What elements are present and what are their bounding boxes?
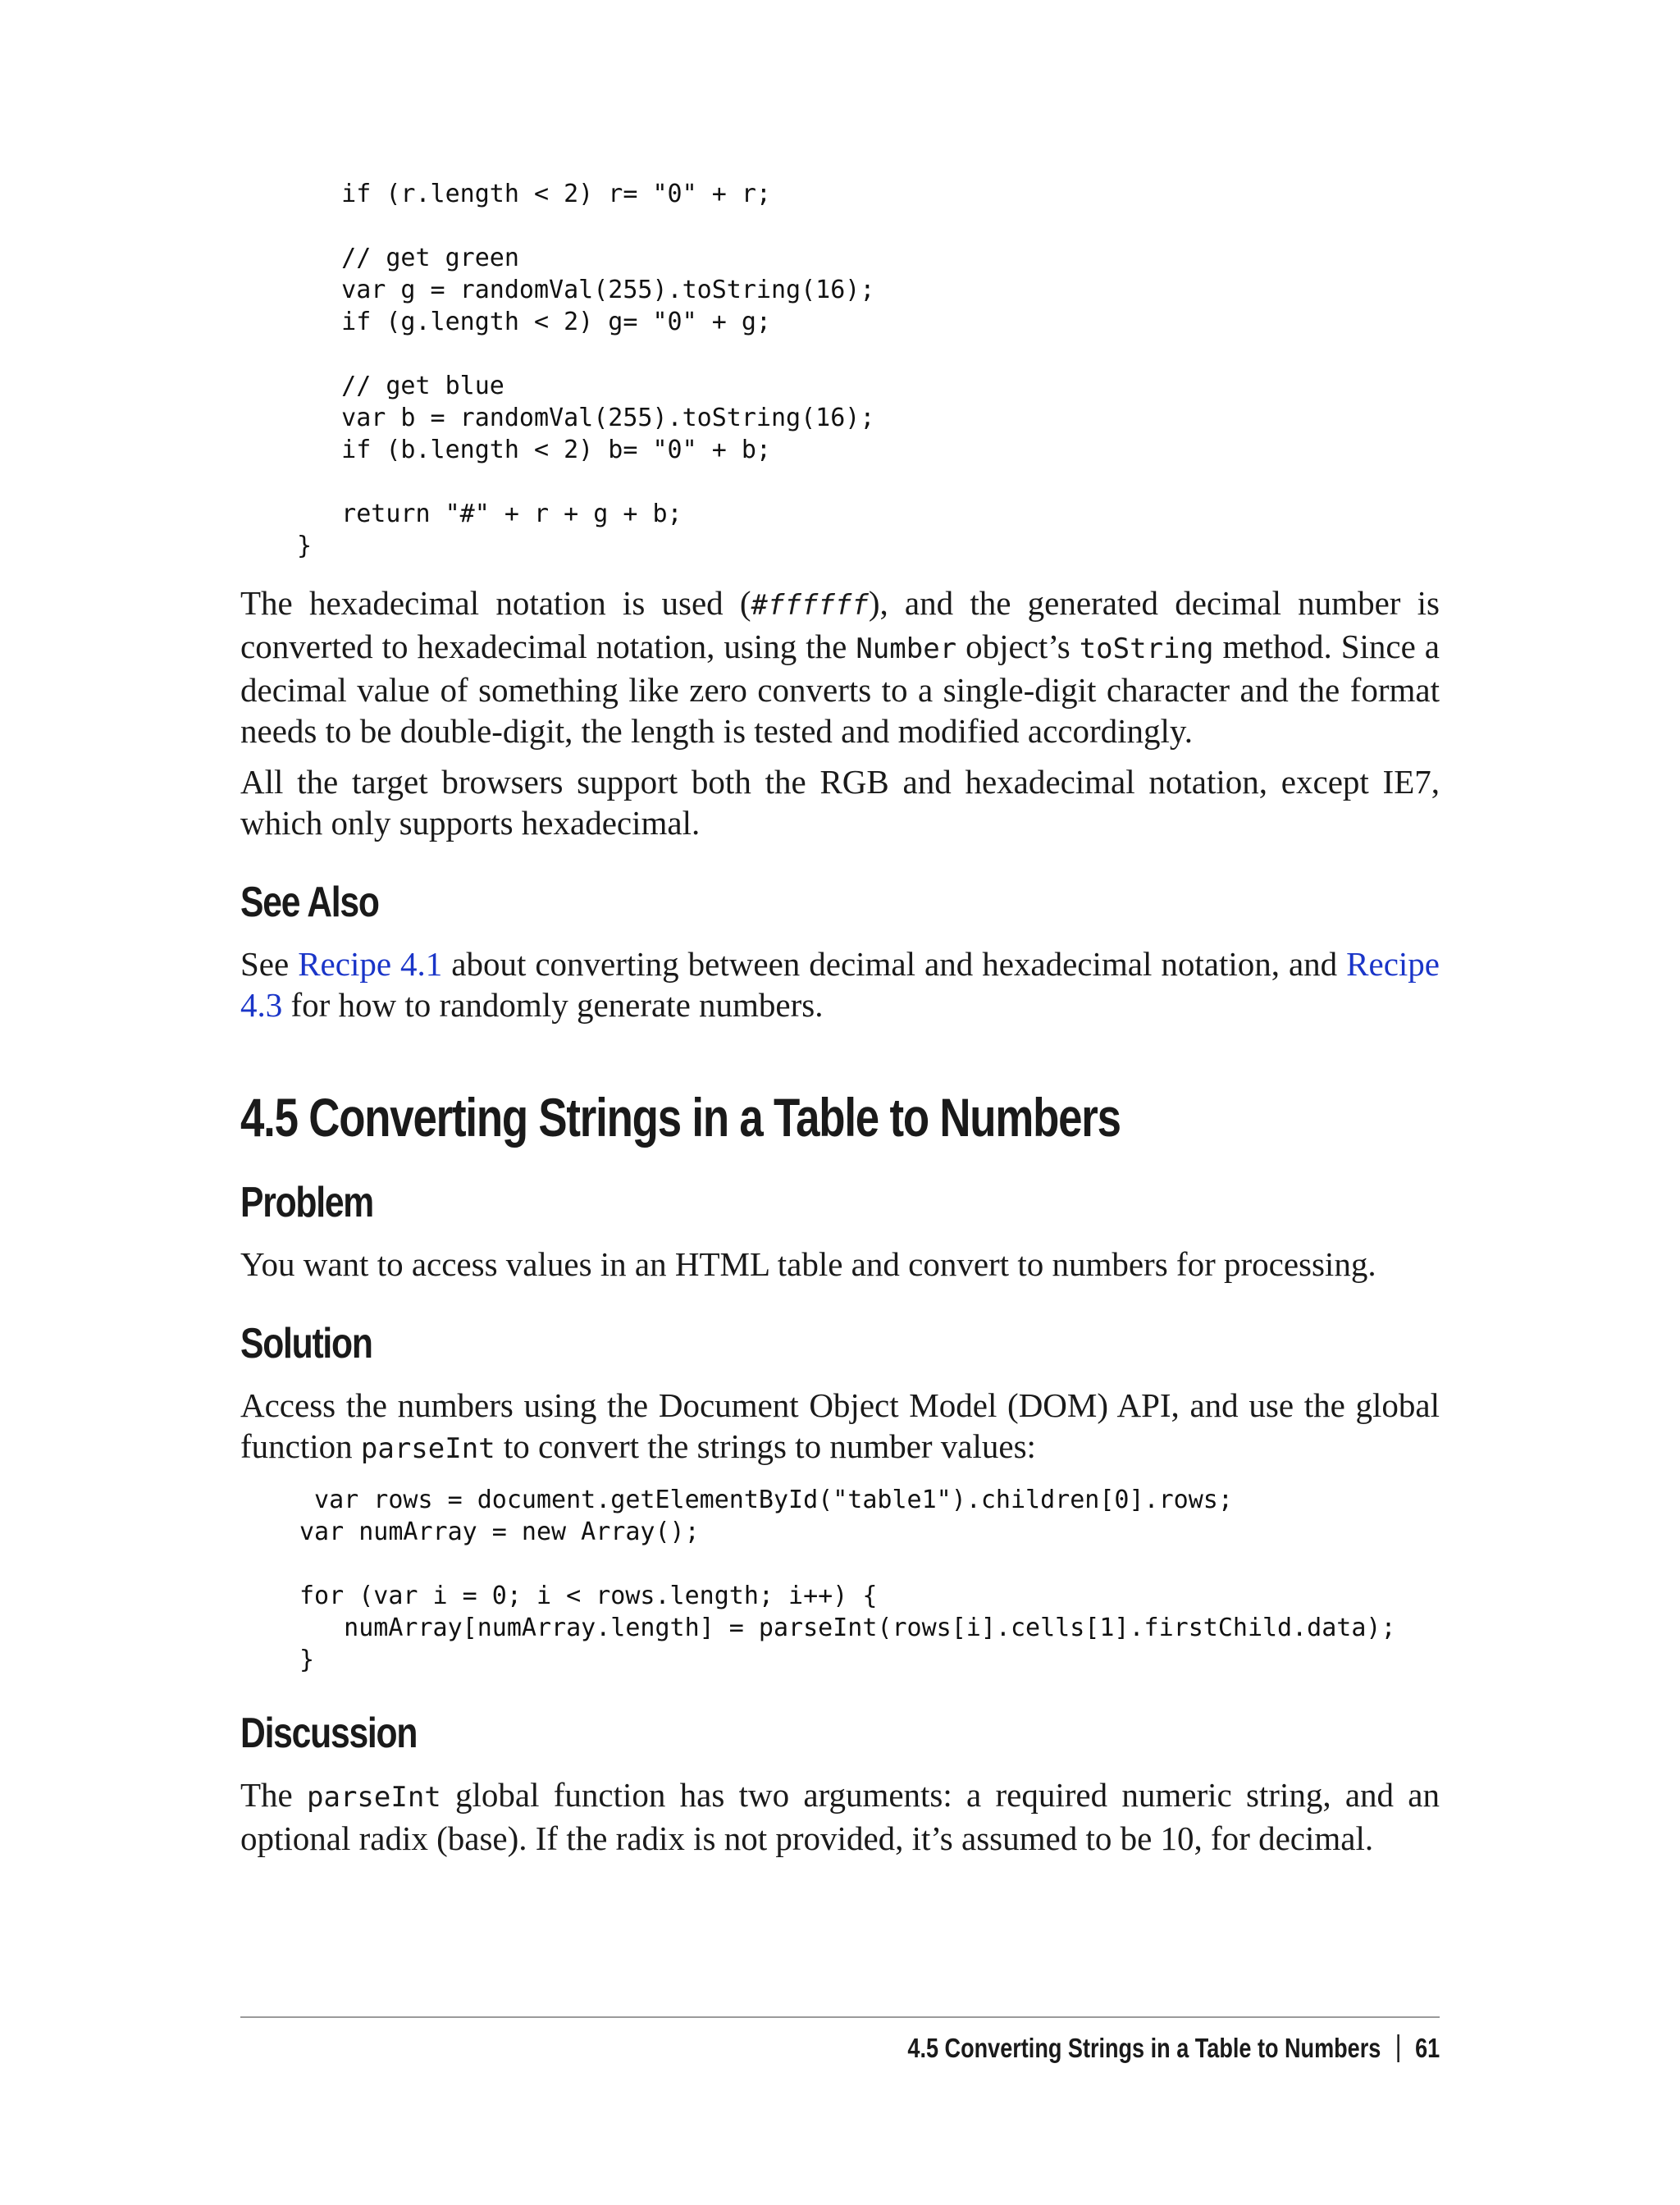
heading-discussion: Discussion <box>240 1710 418 1757</box>
code-line: if (g.length < 2) g= "0" + g; <box>297 308 771 336</box>
paragraph-solution <box>240 1385 1440 1469</box>
text-fragment: See <box>240 945 299 983</box>
footer-running-title: 4.5 Converting Strings in a Table to Numbers <box>907 2033 1381 2063</box>
footer-divider <box>240 2016 1440 2018</box>
link-recipe-4-1[interactable]: Recipe 4.1 <box>298 945 443 983</box>
code-line <box>297 210 874 242</box>
paragraph-problem: You want to access values in an HTML table and convert to numbers for processing. <box>240 1245 1376 1283</box>
section-title: 4.5 Converting Strings in a Table to Numbers <box>240 1087 1121 1148</box>
inline-code-parseint: parseInt <box>307 1781 441 1814</box>
text-fragment: The hexadecimal notation is used ( <box>240 584 751 622</box>
code-line: for (var i = 0; i < rows.length; i++) { <box>299 1582 878 1610</box>
code-block-parseint-table <box>299 1484 1396 1676</box>
text-fragment: Access the numbers using the Document Object Model (DOM) API, and use the global function <box>240 1386 1440 1465</box>
code-line: // get green <box>297 244 519 272</box>
code-block-random-color <box>297 178 874 562</box>
code-line <box>297 466 874 498</box>
page-number: 61 <box>1414 2033 1440 2063</box>
code-line: var g = randomVal(255).toString(16); <box>297 276 875 304</box>
footer-separator <box>1397 2034 1399 2062</box>
heading-see-also: See Also <box>240 879 379 926</box>
code-line: } <box>297 532 313 560</box>
inline-code-tostring: toString <box>1079 632 1214 665</box>
code-line: var b = randomVal(255).toString(16); <box>297 404 875 432</box>
code-line: numArray[numArray.length] = parseInt(rows[i].cells[1].firstChild.data); <box>299 1614 1396 1642</box>
code-line: var numArray = new Array(); <box>299 1518 700 1546</box>
paragraph-hex-notation <box>240 582 1440 751</box>
code-line <box>297 338 874 370</box>
code-line: if (b.length < 2) b= "0" + b; <box>297 436 771 464</box>
paragraph-browser-support: All the target browsers support both the RGB and hexadecimal notation, except IE7, which only supports hexadecimal. <box>240 763 1440 842</box>
page-footer <box>907 2030 1440 2066</box>
code-line: // get blue <box>297 372 504 400</box>
inline-code-hex-value: #ffffff <box>751 589 869 622</box>
text-fragment: global function has two arguments: a required numeric string, and an optional radix (base). If the radix is not provided, it’s assumed to be 10, for decimal. <box>240 1776 1440 1857</box>
text-fragment: object’s <box>956 628 1080 665</box>
code-line <box>299 1548 1396 1580</box>
link-recipe-4-3[interactable]: Recipe 4.3 <box>240 945 1440 1024</box>
heading-problem: Problem <box>240 1179 374 1226</box>
inline-code-parseint: parseInt <box>360 1432 495 1465</box>
code-line: var rows = document.getElementById("table1").children[0].rows; <box>299 1486 1233 1514</box>
code-line: return "#" + r + g + b; <box>297 500 682 528</box>
paragraph-see-also <box>240 943 1440 1025</box>
text-fragment: to convert the strings to number values: <box>495 1427 1036 1465</box>
text-fragment: ), and the generated decimal number is converted to hexadecimal notation, using the <box>240 584 1440 665</box>
heading-solution: Solution <box>240 1320 372 1367</box>
text-fragment: about converting between decimal and hexadecimal notation, and <box>442 945 1347 983</box>
inline-code-number: Number <box>856 632 957 665</box>
code-line: if (r.length < 2) r= "0" + r; <box>297 180 771 208</box>
text-fragment: The <box>240 1776 308 1814</box>
paragraph-discussion <box>240 1774 1440 1859</box>
text-fragment: for how to randomly generate numbers. <box>282 986 824 1024</box>
text-fragment: method. Since a decimal value of something like zero converts to a single-digit character and the format needs to be double-digit, the length is tested and modified accordingly. <box>240 628 1440 750</box>
code-line: } <box>299 1646 315 1674</box>
